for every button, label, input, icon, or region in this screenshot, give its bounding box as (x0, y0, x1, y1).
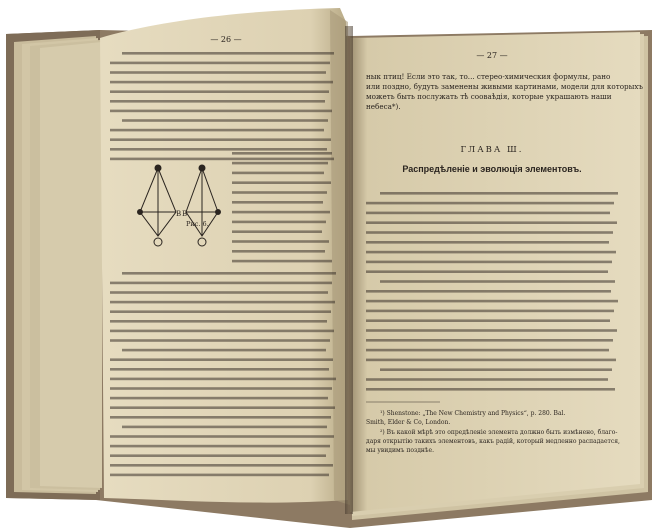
text-line (232, 162, 328, 165)
text-line (122, 426, 327, 429)
text-line (232, 152, 332, 155)
text-line (366, 388, 615, 391)
text-line (366, 261, 612, 264)
text-line (366, 212, 610, 215)
text-line (366, 300, 618, 303)
text-line (366, 339, 613, 342)
opening-line-4: небеса*). (366, 102, 401, 111)
text-line (232, 201, 323, 204)
text-line (110, 445, 330, 448)
text-line (122, 119, 328, 122)
text-line (110, 378, 336, 381)
text-line (110, 100, 325, 103)
footnote-line-3: ²) Въ какой мѣрѣ это опредѣленіе элемента должно быть измѣнено, благо- (380, 429, 618, 436)
text-line (366, 310, 614, 313)
text-line (366, 290, 611, 293)
text-line (380, 192, 618, 195)
spine-gutter (345, 26, 353, 514)
text-line (110, 339, 330, 342)
text-line (366, 349, 609, 352)
text-line (232, 260, 332, 263)
text-line (110, 158, 334, 161)
text-line (110, 291, 328, 294)
text-line (110, 320, 327, 323)
text-line (110, 330, 334, 333)
text-line (110, 110, 332, 113)
figure-caption: Рис. 6. (186, 220, 209, 228)
text-line (110, 301, 335, 304)
text-line (232, 221, 326, 224)
text-line (366, 319, 610, 322)
figure-label-right: B (182, 210, 188, 218)
text-line (366, 241, 609, 244)
text-line (110, 148, 327, 151)
opening-line-3: можеть быть послужать тѣ сооваѣдія, которые украшають наши (366, 92, 612, 101)
text-line (366, 202, 614, 205)
text-line (110, 138, 331, 141)
text-line (232, 211, 330, 214)
text-line (110, 387, 332, 390)
footnote-line-2: Smith, Elder & Co, London. (366, 419, 451, 426)
text-line (110, 129, 324, 132)
right-page-number: — 27 — (476, 51, 508, 60)
footnote-line-4: даря открытію такихъ элементовъ, какъ радій, который медленно распадается, (366, 438, 620, 445)
text-line (110, 397, 328, 400)
text-line (366, 251, 616, 254)
left-page-number: — 26 — (210, 35, 242, 44)
chapter-heading: ГЛАВА Ш. (460, 145, 524, 155)
text-line (380, 280, 615, 283)
text-line (110, 90, 329, 93)
text-line (366, 270, 608, 273)
text-line (110, 454, 326, 457)
text-line (232, 181, 331, 184)
footnote-line-1: ¹) Shenstone: „The New Chemistry and Physics“, p. 280. Bal. (380, 410, 566, 417)
text-line (110, 406, 335, 409)
right-page-body-text (366, 192, 618, 391)
text-line (232, 230, 322, 233)
text-line (232, 240, 329, 243)
opening-line-2: или поздно, будуть заменены живыми картинами, модели для которыхъ (366, 82, 643, 91)
text-line (110, 358, 333, 361)
text-line (110, 464, 333, 467)
text-line (110, 71, 326, 74)
footnote-line-5: мы увидимъ позднѣе. (366, 447, 434, 454)
text-line (232, 191, 327, 194)
text-line (232, 250, 325, 253)
text-line (366, 359, 616, 362)
text-line (366, 221, 617, 224)
text-line (110, 416, 331, 419)
text-line (232, 172, 324, 175)
chapter-title: Распредѣленіе и эволюція элементовъ. (402, 164, 582, 174)
figure-label-left: B (176, 210, 182, 218)
text-line (122, 349, 326, 352)
text-line (110, 282, 332, 285)
text-line (110, 62, 330, 65)
text-line (110, 474, 329, 477)
left-page-edges (14, 36, 102, 494)
opening-line-1: нык птиц! Если это так, то... стерео-химическия формулы, рано (366, 72, 611, 81)
text-line (110, 310, 331, 313)
text-line (110, 435, 334, 438)
text-line (366, 378, 608, 381)
text-line (110, 368, 329, 371)
text-line (366, 231, 613, 234)
text-line (122, 52, 334, 55)
text-line (380, 368, 612, 371)
text-line (366, 329, 617, 332)
text-line (110, 81, 333, 84)
text-line (122, 272, 336, 275)
